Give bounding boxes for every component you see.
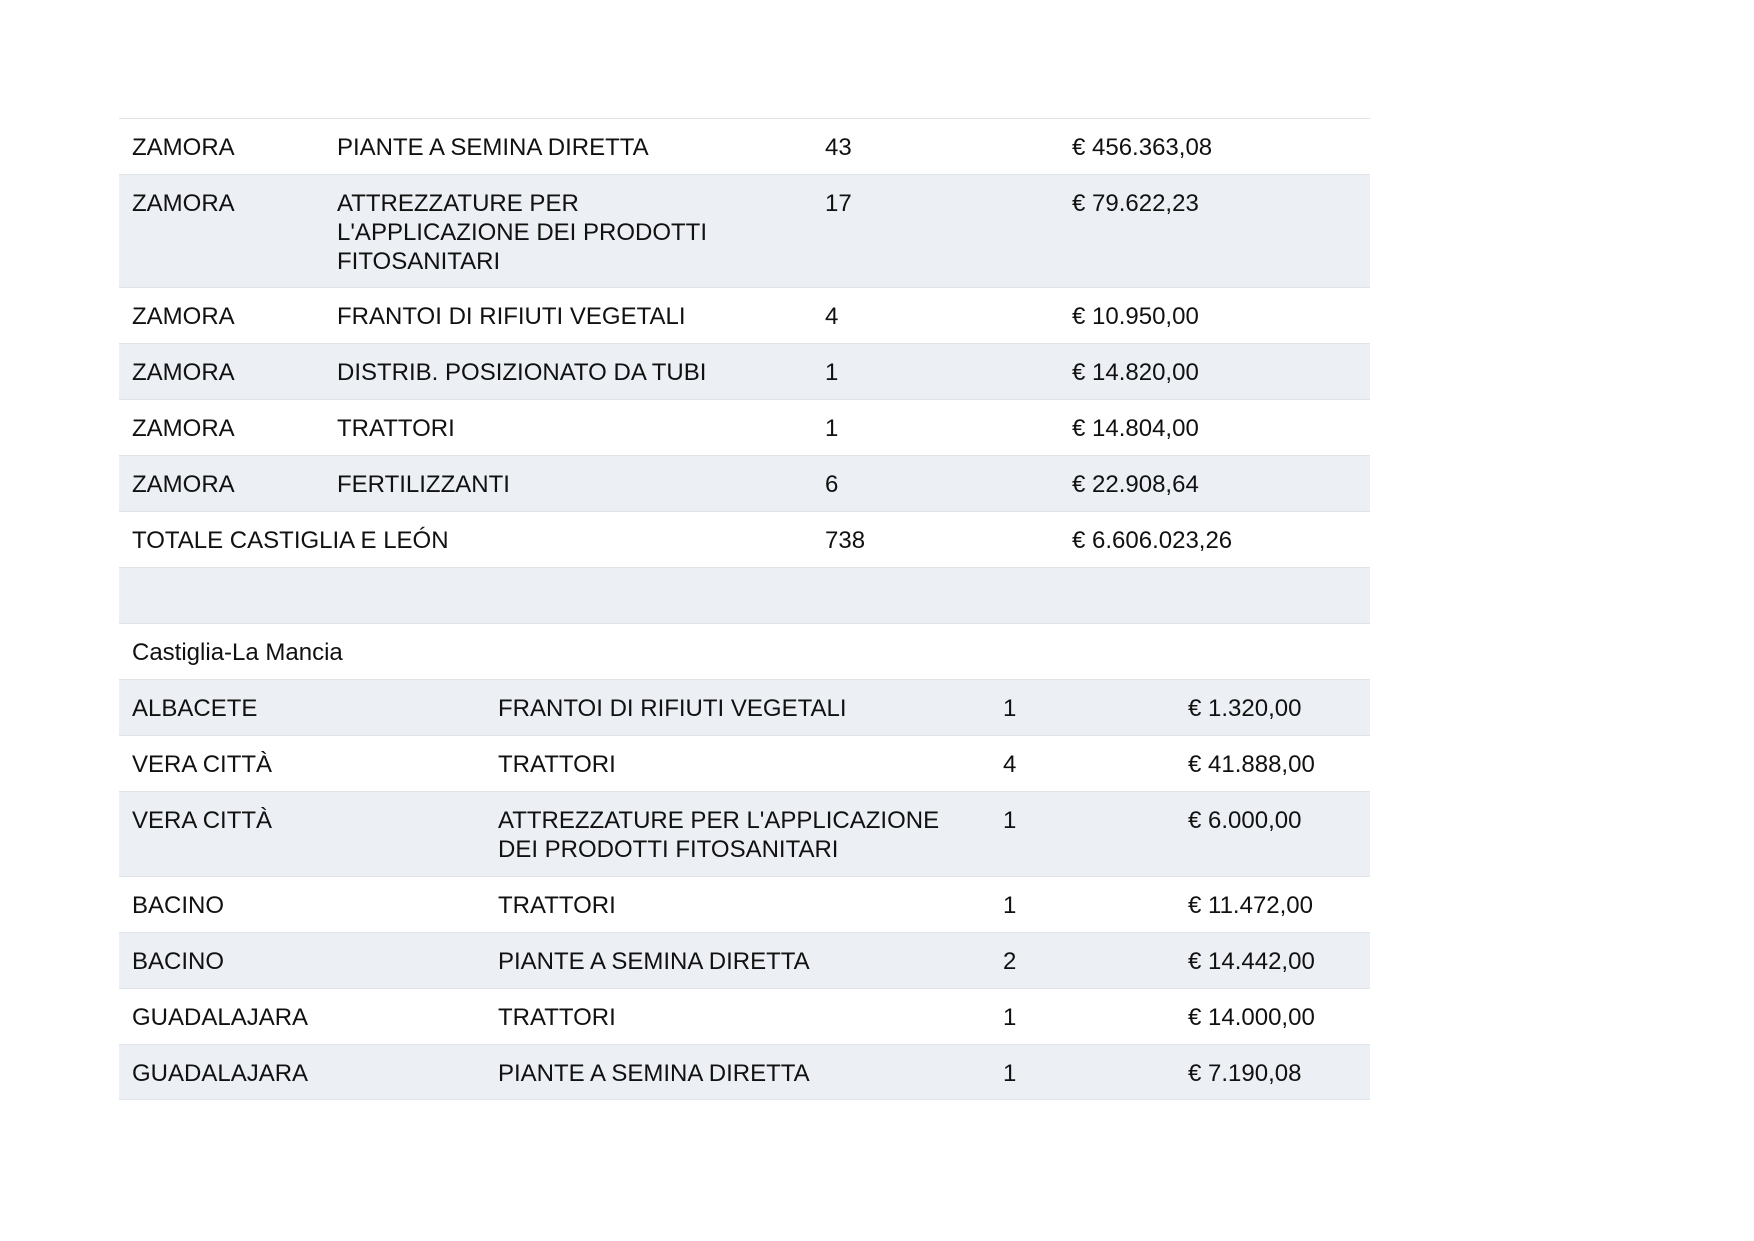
table-row <box>119 1044 1370 1100</box>
amount-cell: € 10.950,00 <box>1072 303 1199 330</box>
category-cell: ATTREZZATURE PER L'APPLICAZIONE DEI PRODOTTI FITOSANITARI <box>337 190 707 275</box>
province-cell: ZAMORA <box>132 471 235 498</box>
amount-cell: € 14.804,00 <box>1072 415 1199 442</box>
count-cell: 2 <box>1003 948 1017 975</box>
count-cell: 4 <box>825 303 839 330</box>
table-row <box>119 988 1370 1044</box>
count-cell: 1 <box>825 359 839 386</box>
category-cell: FRANTOI DI RIFIUTI VEGETALI <box>498 695 847 722</box>
count-cell: 1 <box>1003 1004 1017 1031</box>
table-row <box>119 679 1370 735</box>
province-cell: ZAMORA <box>132 359 235 386</box>
amount-cell: € 14.442,00 <box>1188 948 1315 975</box>
amount-cell: € 79.622,23 <box>1072 190 1199 217</box>
province-cell: GUADALAJARA <box>132 1060 309 1087</box>
count-cell: 17 <box>825 190 852 217</box>
table-row <box>119 118 1370 174</box>
table-row <box>119 399 1370 455</box>
amount-cell: € 456.363,08 <box>1072 134 1213 161</box>
province-cell: VERA CITTÀ <box>132 807 273 834</box>
province-cell: ZAMORA <box>132 134 235 161</box>
table-row <box>119 455 1370 511</box>
province-cell: BACINO <box>132 948 225 975</box>
amount-cell: € 14.000,00 <box>1188 1004 1315 1031</box>
table-row <box>119 876 1370 932</box>
category-cell: PIANTE A SEMINA DIRETTA <box>498 948 810 975</box>
table-row <box>119 932 1370 988</box>
total-count: 738 <box>825 527 866 554</box>
total-label: TOTALE CASTIGLIA E LEÓN <box>132 527 449 554</box>
amount-cell: € 14.820,00 <box>1072 359 1199 386</box>
amount-cell: € 41.888,00 <box>1188 751 1315 778</box>
province-cell: ALBACETE <box>132 695 258 722</box>
amount-cell: € 6.000,00 <box>1188 807 1302 834</box>
section-title: Castiglia-La Mancia <box>132 639 343 666</box>
table-row <box>119 791 1370 876</box>
table-row <box>119 287 1370 343</box>
category-cell: FRANTOI DI RIFIUTI VEGETALI <box>337 303 686 330</box>
amount-cell: € 22.908,64 <box>1072 471 1199 498</box>
province-cell: VERA CITTÀ <box>132 751 273 778</box>
category-cell: PIANTE A SEMINA DIRETTA <box>337 134 649 161</box>
category-cell: TRATTORI <box>498 751 616 778</box>
count-cell: 6 <box>825 471 839 498</box>
province-cell: BACINO <box>132 892 225 919</box>
province-cell: ZAMORA <box>132 415 235 442</box>
table-row <box>119 735 1370 791</box>
table-row <box>119 343 1370 399</box>
total-row <box>119 511 1370 567</box>
table-row <box>119 174 1370 287</box>
section-header-row <box>119 623 1370 679</box>
count-cell: 1 <box>1003 892 1017 919</box>
amount-cell: € 1.320,00 <box>1188 695 1302 722</box>
count-cell: 1 <box>825 415 839 442</box>
category-cell: DISTRIB. POSIZIONATO DA TUBI <box>337 359 707 386</box>
category-cell: TRATTORI <box>498 1004 616 1031</box>
province-cell: GUADALAJARA <box>132 1004 309 1031</box>
category-cell: TRATTORI <box>498 892 616 919</box>
total-amount: € 6.606.023,26 <box>1072 527 1233 554</box>
category-cell: ATTREZZATURE PER L'APPLICAZIONE DEI PRODOTTI FITOSANITARI <box>498 807 940 863</box>
category-cell: PIANTE A SEMINA DIRETTA <box>498 1060 810 1087</box>
category-cell: FERTILIZZANTI <box>337 471 510 498</box>
count-cell: 1 <box>1003 807 1017 834</box>
count-cell: 43 <box>825 134 852 161</box>
count-cell: 1 <box>1003 1060 1017 1087</box>
province-cell: ZAMORA <box>132 303 235 330</box>
amount-cell: € 7.190,08 <box>1188 1060 1302 1087</box>
count-cell: 1 <box>1003 695 1017 722</box>
count-cell: 4 <box>1003 751 1017 778</box>
amount-cell: € 11.472,00 <box>1188 892 1314 919</box>
province-cell: ZAMORA <box>132 190 235 217</box>
spacer-row <box>119 567 1370 623</box>
category-cell: TRATTORI <box>337 415 455 442</box>
data-table <box>119 118 1370 1100</box>
